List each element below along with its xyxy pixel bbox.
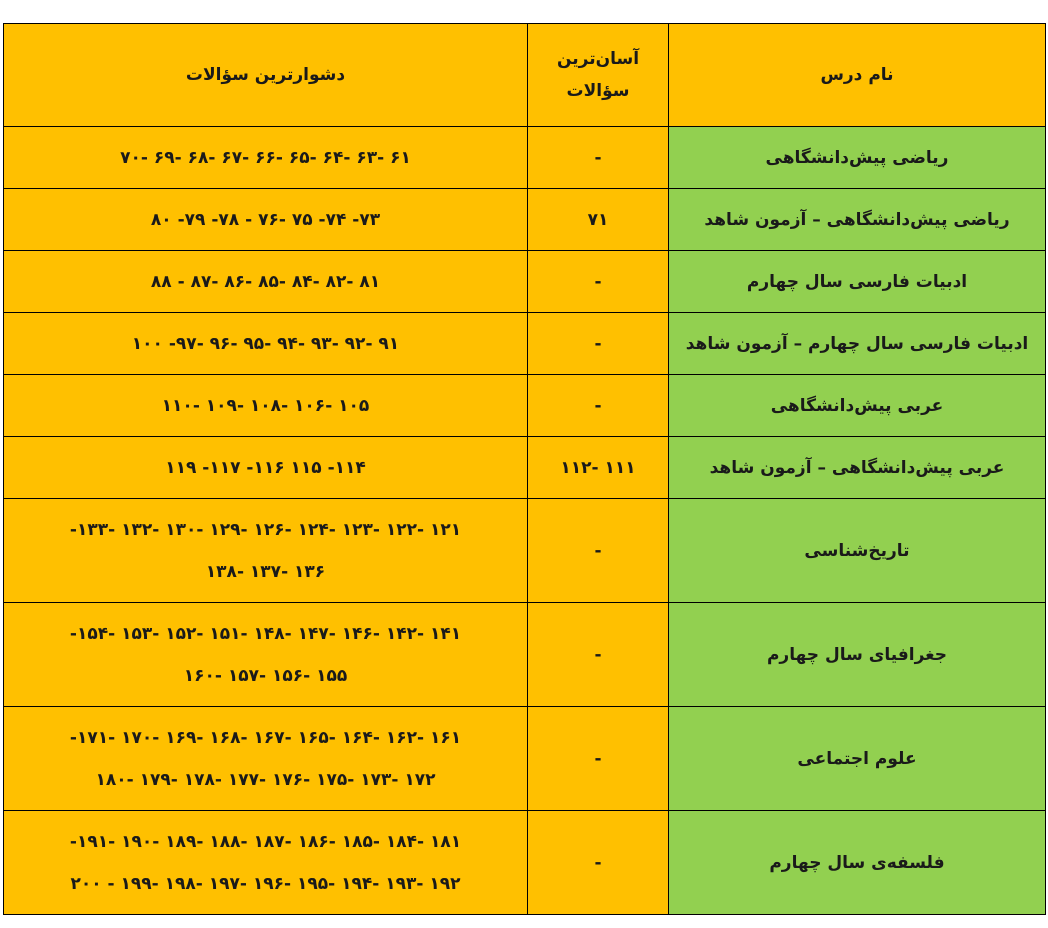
hardest-line-2: ۱۵۵ -۱۵۶ -۱۵۷ -۱۶۰ xyxy=(183,665,348,686)
table-row xyxy=(4,707,1046,811)
easiest-cell: - xyxy=(528,499,669,603)
table-row xyxy=(4,811,1046,915)
hardest-cell xyxy=(4,811,528,915)
easiest-cell: - xyxy=(528,127,669,189)
easiest-cell: - xyxy=(528,707,669,811)
hardest-cell: ۱۱۴- ۱۱۵ ۱۱۶- ۱۱۷- ۱۱۹ xyxy=(4,437,528,499)
hardest-line-1: ۱۲۱ -۱۲۲ -۱۲۳ -۱۲۴ -۱۲۶ -۱۲۹ -۱۳۰ -۱۳۲ -۱۳۳- xyxy=(69,519,462,540)
hardest-line-1: ۱۴۱ -۱۴۲ -۱۴۶ -۱۴۷ -۱۴۸ -۱۵۱ -۱۵۲ -۱۵۳ -۱۵۴- xyxy=(69,623,462,644)
hardest-cell: ۶۱ -۶۳ -۶۴ -۶۵ -۶۶ -۶۷ -۶۸ -۶۹ -۷۰ xyxy=(4,127,528,189)
subject-cell: عربی پیش‌دانشگاهی – آزمون شاهد xyxy=(669,437,1046,499)
subject-cell: ادبیات فارسی سال چهارم xyxy=(669,251,1046,313)
easiest-cell: ۷۱ xyxy=(528,189,669,251)
table-row xyxy=(4,251,1046,313)
header-hardest: دشوارترین سؤالات xyxy=(4,24,528,127)
header-row xyxy=(4,24,1046,127)
subject-cell: تاریخ‌شناسی xyxy=(669,499,1046,603)
table-row xyxy=(4,189,1046,251)
hardest-cell xyxy=(4,603,528,707)
subject-cell: فلسفه‌ی سال چهارم xyxy=(669,811,1046,915)
subject-cell: ریاضی پیش‌دانشگاهی – آزمون شاهد xyxy=(669,189,1046,251)
header-subject: نام درس xyxy=(669,24,1046,127)
header-easiest-label: آسان‌ترین سؤالات xyxy=(556,49,640,101)
subject-cell: ریاضی پیش‌دانشگاهی xyxy=(669,127,1046,189)
easiest-cell: - xyxy=(528,375,669,437)
hardest-cell xyxy=(4,499,528,603)
easiest-cell: ۱۱۱ -۱۱۲ xyxy=(528,437,669,499)
hardest-cell: ۱۰۵ -۱۰۶ -۱۰۸ -۱۰۹ -۱۱۰ xyxy=(4,375,528,437)
hardest-line-2: ۱۷۲ -۱۷۳ -۱۷۵ -۱۷۶ -۱۷۷ -۱۷۸ -۱۷۹ -۱۸۰ xyxy=(95,769,436,790)
hardest-cell: ۸۱ -۸۲ -۸۴ -۸۵ -۸۶ -۸۷ - ۸۸ xyxy=(4,251,528,313)
easiest-cell: - xyxy=(528,811,669,915)
easiest-cell: - xyxy=(528,251,669,313)
subject-cell: جغرافیای سال چهارم xyxy=(669,603,1046,707)
hardest-cell xyxy=(4,707,528,811)
hardest-line-2: ۱۳۶ -۱۳۷ -۱۳۸ xyxy=(205,561,326,582)
table-row xyxy=(4,375,1046,437)
table-row xyxy=(4,603,1046,707)
hardest-line-1: ۱۸۱ -۱۸۴ -۱۸۵ -۱۸۶ -۱۸۷ -۱۸۸ -۱۸۹ -۱۹۰ -۱۹۱- xyxy=(69,831,462,852)
subject-cell: عربی پیش‌دانشگاهی xyxy=(669,375,1046,437)
table-row xyxy=(4,313,1046,375)
easiest-cell: - xyxy=(528,603,669,707)
subject-cell: ادبیات فارسی سال چهارم – آزمون شاهد xyxy=(669,313,1046,375)
hardest-cell: ۹۱ -۹۲ -۹۳ -۹۴ -۹۵ -۹۶ -۹۷- ۱۰۰ xyxy=(4,313,528,375)
hardest-line-1: ۱۶۱ -۱۶۲ -۱۶۴ -۱۶۵ -۱۶۷ -۱۶۸ -۱۶۹ -۱۷۰ -۱۷۱- xyxy=(69,727,462,748)
table-row xyxy=(4,499,1046,603)
table-row xyxy=(4,127,1046,189)
questions-table xyxy=(3,23,1046,915)
easiest-cell: - xyxy=(528,313,669,375)
subject-cell: علوم اجتماعی xyxy=(669,707,1046,811)
header-easiest xyxy=(528,24,669,127)
table-row xyxy=(4,437,1046,499)
hardest-line-2: ۱۹۲ -۱۹۳ -۱۹۴ -۱۹۵ -۱۹۶ -۱۹۷ -۱۹۸ -۱۹۹ - ۲۰۰ xyxy=(70,873,461,894)
hardest-cell: ۷۳- ۷۴- ۷۵ -۷۶ - ۷۸- ۷۹- ۸۰ xyxy=(4,189,528,251)
